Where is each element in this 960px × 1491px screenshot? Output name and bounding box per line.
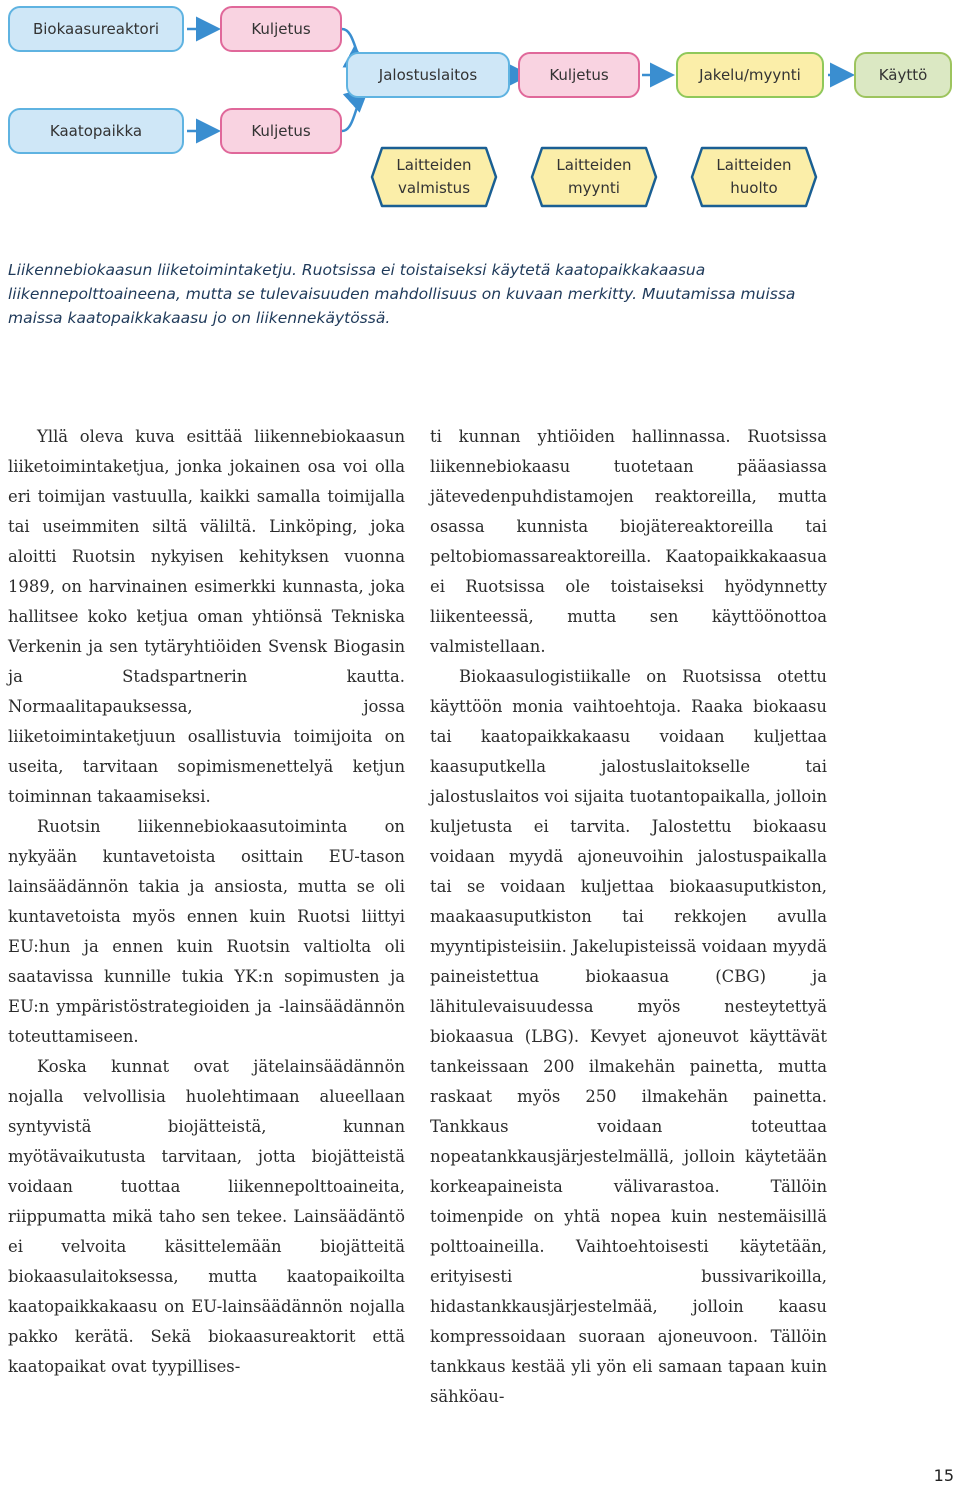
paragraph: Yllä oleva kuva esittää liikennebiokaasun liiketoimintaketjua, jonka jokainen osa voi olla eri toimijan vastuulla, kaikki samalla toimijalla tai useimmiten siltä väliltä. Linköping, joka aloitti Ruotsin nykyisen kehityksen vuonna 1989, on harvinainen esimerkki kunnasta, joka hallitsee koko ketjua oman yhtiönsä Tekniska Verkenin ja sen tytäryhtiöiden Svensk Biogasin ja Stadspartnerin kautta. Normaalitapauksessa, jossa liiketoimintaketjuun osallistuvia toimijoita on useita, tarvitaan sopimismenettelyä ketjun toiminnan takaamiseksi. — [8, 427, 405, 806]
box-transport-1 — [220, 6, 342, 52]
label-distribution: Jakelu/myynti — [699, 66, 801, 84]
paragraph: ti kunnan yhtiöiden hallinnassa. Ruotsissa liikennebiokaasu tuotetaan pääasiassa jätevedenpuhdistamojen reaktoreilla, mutta osassa kunnista biojätereaktoreilla tai peltobiomassareaktoreilla. Kaatopaikkakaasua ei Ruotsissa ole toistaiseksi hyödynnetty liikenteessä, mutta sen käyttöönottoa valmistellaan. — [430, 427, 827, 656]
page-number: 15 — [933, 1466, 954, 1485]
label-equipment-sales: Laitteiden myynti — [556, 156, 632, 197]
label-equipment-maintenance: Laitteiden huolto — [716, 156, 792, 197]
paragraph: Koska kunnat ovat jätelainsäädännön nojalla velvollisia huolehtimaan alueellaan syntyvistä biojätteistä, kunnan myötävaikutusta tarvitaan, jotta biojätteistä voidaan tuottaa liikennepolttoaineita, riippumatta mikä taho sen tekee. Lainsäädäntö ei velvoita käsittelemään biojätteitä biokaasulaitoksessa, mutta kaatopaikoilta kaatopaikkakaasu on EU-lainsäädännön nojalla pakko kerätä. Sekä biokaasureaktorit että kaatopaikat ovat tyypillises- — [8, 1057, 405, 1376]
paragraph: Ruotsin liikennebiokaasutoiminta on nykyään kuntavetoista osittain EU-tason lainsäädännön takia ja ansiosta, mutta se oli kuntavetoista myös ennen kuin Ruotsi liittyi EU:hun ja ennen kuin Ruotsin valtiolta oli saatavissa kunnille tukia YK:n sopimusten ja EU:n ympäristöstrategioiden ja -lainsäädännön toteuttamiseen. — [8, 817, 405, 1046]
label-biogas-reactor: Biokaasureaktori — [32, 20, 160, 38]
label-equipment-manufacturing: Laitteiden valmistus — [396, 156, 472, 197]
box-transport-3 — [220, 108, 342, 154]
box-biogas-reactor — [8, 6, 184, 52]
box-distribution — [676, 52, 824, 98]
figure-caption: Liikennebiokaasun liiketoimintaketju. Ruotsissa ei toistaiseksi käytetä kaatopaikkakaasua liikennepolttoaineena, mutta se tulevaisuuden mahdollisuus on kuvaan merkitty. Muutamissa muissa maissa kaatopaikkakaasu jo on liikennekäytössä. — [8, 261, 796, 327]
left-column — [8, 422, 405, 1382]
label-transport-2: Kuljetus — [549, 66, 609, 84]
hex-equipment-sales — [530, 146, 658, 208]
value-chain-diagram — [0, 0, 960, 215]
label-transport-3: Kuljetus — [251, 122, 311, 140]
box-transport-2 — [518, 52, 640, 98]
label-upgrading-plant: Jalostuslaitos — [378, 66, 478, 84]
label-landfill: Kaatopaikka — [49, 122, 143, 140]
hex-equipment-manufacturing — [370, 146, 498, 208]
paragraph: Biokaasulogistiikalle on Ruotsissa otettu käyttöön monia vaihtoehtoja. Raaka biokaasu tai kaatopaikkakaasu voidaan kuljettaa kaasuputkella jalostuslaitokselle tai jalostuslaitos voi sijaita tuotantopaikalla, jolloin kuljetusta ei tarvita. Jalostettu biokaasu voidaan myydä ajoneuvoihin jalostuspaikalla tai se voidaan kuljettaa biokaasuputkiston, maakaasuputkiston tai rekkojen avulla myyntipisteisiin. Jakelupisteissä voidaan myydä paineistettua biokaasua (CBG) ja lähitulevaisuudessa myös nesteytettyä biokaasua (LBG). Kevyet ajoneuvot käyttävät tankeissaan 200 ilmakehän painetta, mutta raskaat myös 250 ilmakehän painetta. Tankkaus voidaan toteuttaa nopeatankkausjärjestelmällä, jolloin käytetään korkeapaineista välivarastoa. Tällöin toimenpide on yhtä nopea kuin nestemäisillä polttoaineilla. Vaihtoehtoisesti käytetään, erityisesti bussivarikoilla, hidastankkausjärjestelmää, jolloin kaasu kompressoidaan suoraan ajoneuvoon. Tällöin tankkaus kestää yli yön eli samaan tapaan kuin sähköau- — [430, 667, 827, 1406]
box-upgrading-plant — [346, 52, 510, 98]
hex-equipment-maintenance — [690, 146, 818, 208]
box-landfill — [8, 108, 184, 154]
box-use — [854, 52, 952, 98]
label-transport-1: Kuljetus — [251, 20, 311, 38]
right-column — [430, 422, 827, 1412]
label-use: Käyttö — [878, 66, 928, 84]
